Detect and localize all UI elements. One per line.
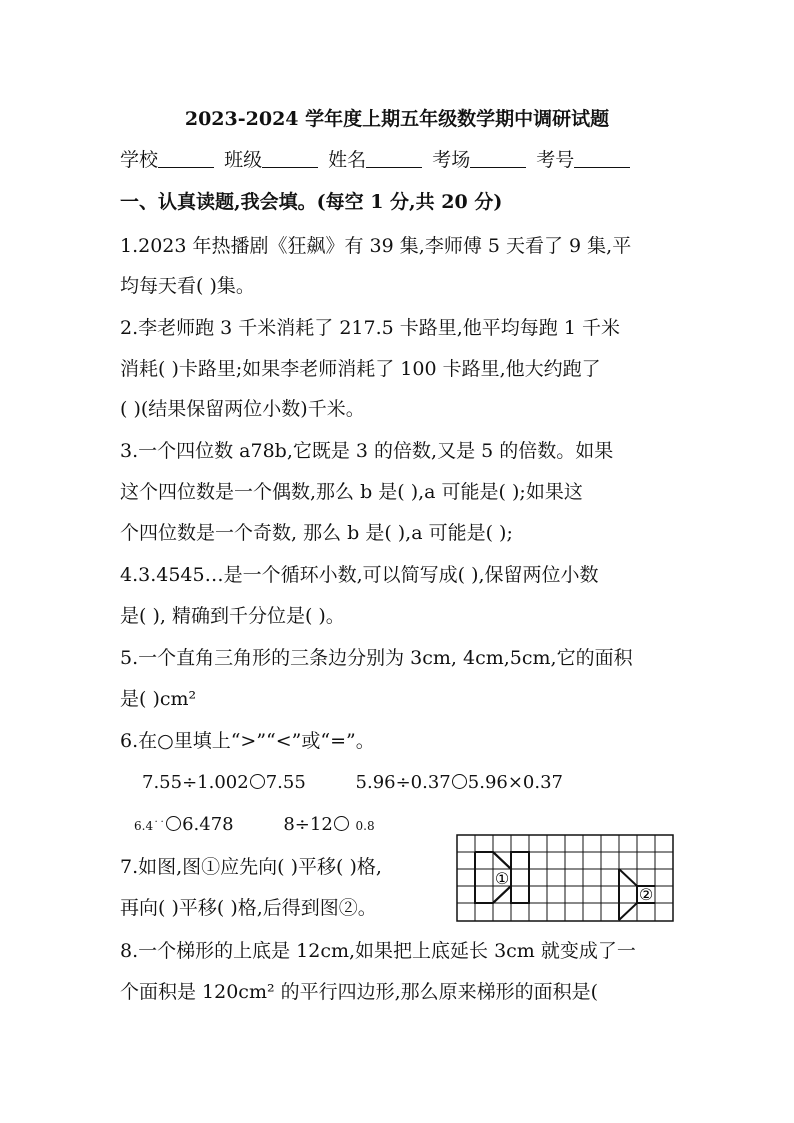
compare-c-right: 6.478 xyxy=(182,814,234,835)
info-room-label: 考场 xyxy=(432,149,471,171)
question-8-line-2: 个面积是 120cm² 的平行四边形,那么原来梯形的面积是( xyxy=(120,981,599,1003)
info-number-label: 考号 xyxy=(536,149,575,171)
question-3-line-2: 这个四位数是一个偶数,那么 b 是( ),a 可能是( );如果这 xyxy=(120,481,583,503)
question-7-line-1: 7.如图,图①应先向( )平移( )格, xyxy=(120,856,382,878)
page-title: 2023-2024 学年度上期五年级数学期中调研试题 xyxy=(184,108,610,130)
compare-b-circle[interactable] xyxy=(452,774,467,789)
question-2-line-3: ( )(结果保留两位小数)千米。 xyxy=(120,398,365,420)
question-6-prompt: 6.在○里填上“>”“<”或“=”。 xyxy=(120,730,375,752)
info-name-label: 姓名 xyxy=(328,149,367,171)
question-8-line-1: 8.一个梯形的上底是 12cm,如果把上底延长 3cm 就变成了一 xyxy=(120,940,636,962)
compare-b-left: 5.96÷0.37 xyxy=(355,772,451,793)
compare-c-left: 6.4 xyxy=(134,819,154,833)
question-3-line-3: 个四位数是一个奇数, 那么 b 是( ),a 可能是( ); xyxy=(120,522,513,544)
figure-1-label: ① xyxy=(494,869,510,888)
question-6-row-1 xyxy=(142,771,563,795)
repeating-dot-mark: ˙˙ xyxy=(153,819,166,833)
question-7-line-2: 再向( )平移( )格,后得到图②。 xyxy=(120,897,377,919)
class-blank[interactable] xyxy=(262,149,318,168)
compare-c-circle[interactable] xyxy=(166,816,181,831)
question-6-row-2 xyxy=(134,813,375,838)
question-4-line-2: 是( ), 精确到千分位是( )。 xyxy=(120,605,345,627)
compare-a-circle[interactable] xyxy=(250,774,265,789)
question-3-line-1: 3.一个四位数 a78b,它既是 3 的倍数,又是 5 的倍数。如果 xyxy=(120,440,614,462)
grid-lines xyxy=(457,835,673,921)
question-4-line-1: 4.3.4545…是一个循环小数,可以简写成( ),保留两位小数 xyxy=(120,564,599,586)
room-blank[interactable] xyxy=(470,149,526,168)
question-5-line-1: 5.一个直角三角形的三条边分别为 3cm, 4cm,5cm,它的面积 xyxy=(120,647,633,669)
question-5-line-2: 是( )cm² xyxy=(120,688,197,710)
section-heading: 一、认真读题,我会填。(每空 1 分,共 20 分) xyxy=(120,191,503,213)
compare-a-left: 7.55÷1.002 xyxy=(142,772,249,793)
question-1-line-2: 均每天看( )集。 xyxy=(120,275,255,297)
info-class-label: 班级 xyxy=(224,149,263,171)
compare-d-circle[interactable] xyxy=(334,816,349,831)
name-blank[interactable] xyxy=(366,149,422,168)
question-2-line-1: 2.李老师跑 3 千米消耗了 217.5 卡路里,他平均每跑 1 千米 xyxy=(120,317,620,339)
info-school-label: 学校 xyxy=(120,149,159,171)
translation-grid-figure xyxy=(456,834,674,922)
compare-d-left: 8÷12 xyxy=(283,814,333,835)
question-2-line-2: 消耗( )卡路里;如果李老师消耗了 100 卡路里,他大约跑了 xyxy=(120,358,601,380)
question-1-line-1: 1.2023 年热播剧《狂飙》有 39 集,李师傅 5 天看了 9 集,平 xyxy=(120,235,632,257)
student-info-row xyxy=(120,148,634,172)
compare-d-right: 0.8 xyxy=(355,819,375,833)
figure-2-label: ② xyxy=(638,885,654,904)
school-blank[interactable] xyxy=(158,149,214,168)
compare-a-right: 7.55 xyxy=(265,772,306,793)
number-blank[interactable] xyxy=(574,149,630,168)
compare-b-right: 5.96×0.37 xyxy=(467,772,564,793)
